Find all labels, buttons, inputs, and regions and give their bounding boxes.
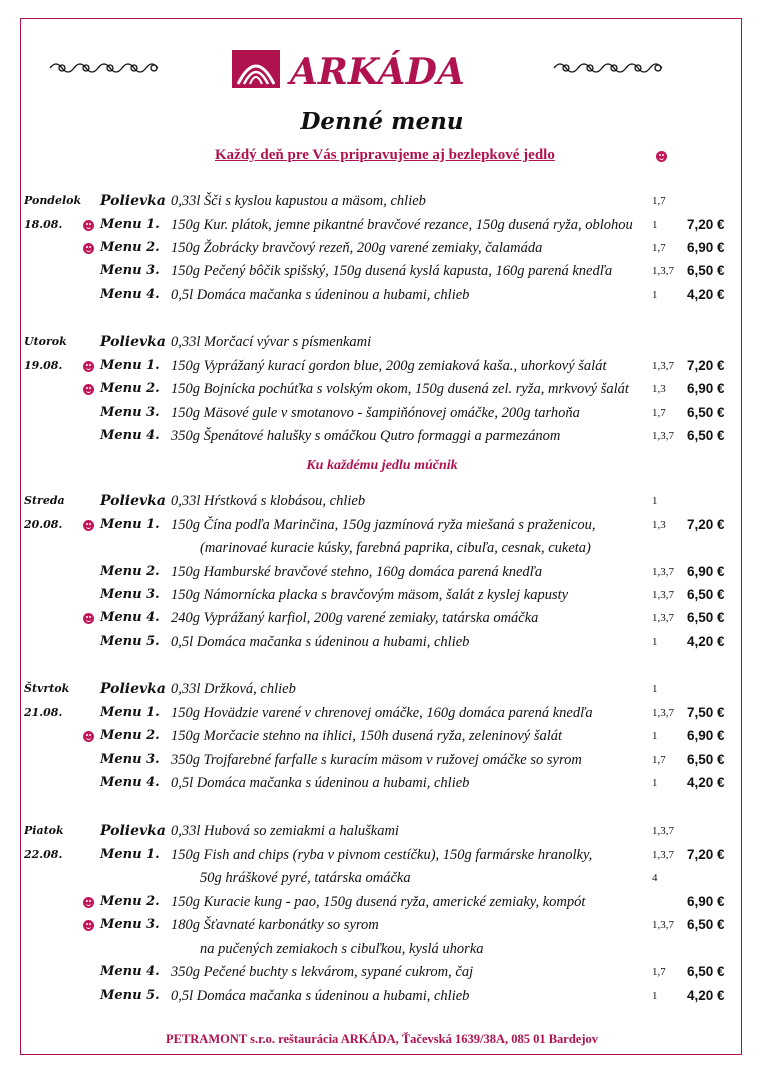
dish-description: 240g Vyprážaný karfiol, 200g varené zemiaky, tatárska omáčka bbox=[171, 610, 539, 626]
allergens: 4 bbox=[652, 872, 658, 884]
allergens: 1,3,7 bbox=[652, 360, 674, 372]
menu-row bbox=[0, 702, 764, 724]
menu-row bbox=[0, 355, 764, 377]
price: 6,50 € bbox=[687, 917, 725, 932]
allergens: 1,3,7 bbox=[652, 430, 674, 442]
dish-description: 50g hráškové pyré, tatárska omáčka bbox=[200, 870, 411, 886]
dish-description: 150g Hamburské bravčové stehno, 160g domáca parená knedľa bbox=[171, 564, 543, 580]
menu-name: Menu 1. bbox=[100, 358, 160, 373]
allergens: 1 bbox=[652, 219, 658, 231]
dish-description: 0,5l Domáca mačanka s údeninou a hubami, chlieb bbox=[171, 988, 470, 1004]
price: 6,50 € bbox=[687, 428, 725, 443]
dessert-note: Ku každému jedlu múčnik bbox=[306, 458, 458, 473]
menu-row bbox=[0, 284, 764, 306]
dish-description: 0,33l Morčací vývar s písmenkami bbox=[171, 334, 372, 350]
footer-address: PETRAMONT s.r.o. reštaurácia ARKÁDA, Ťačevská 1639/38A, 085 01 Bardejov bbox=[165, 1032, 599, 1046]
price: 6,90 € bbox=[687, 240, 725, 255]
menu-name: Polievka bbox=[100, 493, 166, 509]
gluten-free-smiley-icon bbox=[83, 361, 94, 372]
menu-row bbox=[0, 938, 764, 960]
allergens: 1,3 bbox=[652, 519, 666, 531]
brand-name: ARKÁDA bbox=[290, 51, 465, 92]
dish-description: 0,33l Hŕstková s klobásou, chlieb bbox=[171, 493, 366, 509]
dish-description: 150g Čína podľa Marinčina, 150g jazmínová ryža miešaná s praženicou, bbox=[171, 517, 596, 533]
allergens: 1 bbox=[652, 636, 658, 648]
allergens: 1 bbox=[652, 990, 658, 1002]
allergens: 1 bbox=[652, 730, 658, 742]
allergens: 1,7 bbox=[652, 195, 666, 207]
dish-description: 180g Šťavnaté karbonátky so syrom bbox=[171, 917, 379, 933]
dish-description: 0,33l Šči s kyslou kapustou a mäsom, chlieb bbox=[171, 193, 426, 209]
dish-description: 150g Hovädzie varené v chrenovej omáčke, 160g domáca parená knedľa bbox=[171, 705, 593, 721]
day-label: Pondelok bbox=[24, 194, 82, 207]
ornament-right-icon bbox=[552, 58, 670, 78]
day-label: Piatok bbox=[24, 824, 64, 837]
dish-description: 150g Mäsové gule v smotanovo - šampiňónovej omáčke, 200g tarhoňa bbox=[171, 405, 580, 421]
allergens: 1,3 bbox=[652, 383, 666, 395]
allergens: 1,3,7 bbox=[652, 265, 674, 277]
dish-description: 0,5l Domáca mačanka s údeninou a hubami, chlieb bbox=[171, 775, 470, 791]
price: 7,20 € bbox=[687, 217, 725, 232]
allergens: 1,3,7 bbox=[652, 707, 674, 719]
price: 4,20 € bbox=[687, 775, 725, 790]
menu-row bbox=[0, 237, 764, 259]
menu-name: Menu 5. bbox=[100, 988, 160, 1003]
allergens: 1 bbox=[652, 683, 658, 695]
day-label: 20.08. bbox=[24, 518, 63, 531]
dish-description: 150g Morčacie stehno na ihlici, 150h dusená ryža, zeleninový šalát bbox=[171, 728, 563, 744]
price: 6,50 € bbox=[687, 587, 725, 602]
dish-description: 350g Špenátové halušky s omáčkou Qutro formaggi a parmezánom bbox=[171, 428, 561, 444]
menu-row bbox=[0, 867, 764, 889]
menu-row bbox=[0, 537, 764, 559]
menu-name: Menu 4. bbox=[100, 428, 160, 443]
dish-description: 150g Námornícka placka s bravčovým mäsom, šalát z kyslej kapusty bbox=[171, 587, 569, 603]
allergens: 1,7 bbox=[652, 407, 666, 419]
gluten-free-smiley-icon bbox=[83, 920, 94, 931]
dish-description: na pučených zemiakoch s cibuľkou, kyslá uhorka bbox=[200, 941, 484, 957]
menu-name: Menu 2. bbox=[100, 564, 160, 579]
price: 6,90 € bbox=[687, 381, 725, 396]
gluten-free-smiley-icon bbox=[83, 520, 94, 531]
dish-description: 0,5l Domáca mačanka s údeninou a hubami, chlieb bbox=[171, 634, 470, 650]
menu-name: Menu 1. bbox=[100, 847, 160, 862]
menu-row bbox=[0, 914, 764, 936]
dish-description: (marinovaé kuracie kúsky, farebná paprika, cibuľa, cesnak, cuketa) bbox=[200, 540, 591, 556]
menu-row bbox=[0, 891, 764, 913]
dish-description: 0,33l Hubová so zemiakmi a haluškami bbox=[171, 823, 399, 839]
menu-name: Menu 2. bbox=[100, 894, 160, 909]
allergens: 1 bbox=[652, 495, 658, 507]
smiley-icon bbox=[656, 151, 667, 162]
dish-description: 150g Fish and chips (ryba v pivnom cestíčku), 150g farmárske hranolky, bbox=[171, 847, 593, 863]
allergens: 1,3,7 bbox=[652, 825, 674, 837]
menu-row bbox=[0, 844, 764, 866]
day-label: 21.08. bbox=[24, 706, 63, 719]
allergens: 1,3,7 bbox=[652, 589, 674, 601]
ornament-left-icon bbox=[48, 58, 166, 78]
arkada-logo bbox=[232, 46, 504, 92]
day-label: 19.08. bbox=[24, 359, 63, 372]
allergens: 1,3,7 bbox=[652, 849, 674, 861]
gluten-free-smiley-icon bbox=[83, 731, 94, 742]
menu-name: Polievka bbox=[100, 193, 166, 209]
menu-row bbox=[0, 772, 764, 794]
day-label: Utorok bbox=[24, 335, 67, 348]
allergens: 1,3,7 bbox=[652, 919, 674, 931]
price: 4,20 € bbox=[687, 287, 725, 302]
day-label: 22.08. bbox=[24, 848, 63, 861]
price: 7,20 € bbox=[687, 517, 725, 532]
menu-row bbox=[0, 749, 764, 771]
menu-name: Menu 4. bbox=[100, 775, 160, 790]
menu-row bbox=[0, 260, 764, 282]
gluten-free-smiley-icon bbox=[83, 613, 94, 624]
menu-row bbox=[0, 378, 764, 400]
gluten-free-smiley-icon bbox=[83, 243, 94, 254]
allergens: 1,3,7 bbox=[652, 566, 674, 578]
dish-description: 0,5l Domáca mačanka s údeninou a hubami, chlieb bbox=[171, 287, 470, 303]
price: 6,90 € bbox=[687, 564, 725, 579]
menu-name: Menu 3. bbox=[100, 752, 160, 767]
dish-description: 150g Pečený bôčik spišský, 150g dusená kyslá kapusta, 160g parená knedľa bbox=[171, 263, 613, 279]
menu-name: Menu 1. bbox=[100, 517, 160, 532]
menu-name: Menu 3. bbox=[100, 405, 160, 420]
menu-name: Menu 2. bbox=[100, 381, 160, 396]
menu-row bbox=[0, 820, 764, 842]
price: 6,50 € bbox=[687, 610, 725, 625]
dish-description: 0,33l Držková, chlieb bbox=[171, 681, 296, 697]
menu-row bbox=[0, 331, 764, 353]
menu-name: Menu 1. bbox=[100, 705, 160, 720]
allergens: 1,7 bbox=[652, 754, 666, 766]
menu-row bbox=[0, 961, 764, 983]
menu-row bbox=[0, 214, 764, 236]
menu-row bbox=[0, 402, 764, 424]
price: 6,50 € bbox=[687, 752, 725, 767]
gluten-free-notice: Každý deň pre Vás pripravujeme aj bezlepkové jedlo bbox=[215, 147, 555, 163]
dish-description: 150g Kuracie kung - pao, 150g dusená ryža, americké zemiaky, kompót bbox=[171, 894, 586, 910]
price: 6,50 € bbox=[687, 263, 725, 278]
menu-row bbox=[0, 631, 764, 653]
menu-name: Polievka bbox=[100, 823, 166, 839]
header bbox=[0, 40, 764, 100]
menu-row bbox=[0, 190, 764, 212]
day-label: Streda bbox=[24, 494, 65, 507]
allergens: 1,3,7 bbox=[652, 612, 674, 624]
price: 6,90 € bbox=[687, 728, 725, 743]
menu-name: Menu 4. bbox=[100, 287, 160, 302]
dish-description: 350g Trojfarebné farfalle s kuracím mäsom v ružovej omáčke so syrom bbox=[171, 752, 582, 768]
menu-row bbox=[0, 490, 764, 512]
gluten-free-smiley-icon bbox=[83, 220, 94, 231]
menu-name: Menu 1. bbox=[100, 217, 160, 232]
price: 7,50 € bbox=[687, 705, 725, 720]
menu-name: Menu 5. bbox=[100, 634, 160, 649]
menu-name: Menu 3. bbox=[100, 263, 160, 278]
price: 4,20 € bbox=[687, 634, 725, 649]
menu-name: Menu 2. bbox=[100, 728, 160, 743]
menu-row bbox=[0, 425, 764, 447]
price: 6,50 € bbox=[687, 405, 725, 420]
menu-row bbox=[0, 678, 764, 700]
gluten-free-smiley-icon bbox=[83, 897, 94, 908]
menu-name: Menu 4. bbox=[100, 610, 160, 625]
menu-row bbox=[0, 607, 764, 629]
dish-description: 150g Vyprážaný kurací gordon blue, 200g zemiaková kaša., uhorkový šalát bbox=[171, 358, 607, 374]
menu-name: Polievka bbox=[100, 681, 166, 697]
dish-description: 150g Kur. plátok, jemne pikantné bravčové rezance, 150g dusená ryža, oblohou bbox=[171, 217, 633, 233]
menu-row bbox=[0, 561, 764, 583]
day-label: 18.08. bbox=[24, 218, 63, 231]
menu-name: Menu 4. bbox=[100, 964, 160, 979]
menu-row bbox=[0, 584, 764, 606]
price: 6,90 € bbox=[687, 894, 725, 909]
gluten-free-smiley-icon bbox=[83, 384, 94, 395]
price: 4,20 € bbox=[687, 988, 725, 1003]
allergens: 1 bbox=[652, 777, 658, 789]
dish-description: 150g Žobrácky bravčový rezeň, 200g varené zemiaky, čalamáda bbox=[171, 240, 543, 256]
menu-row bbox=[0, 725, 764, 747]
menu-name: Menu 2. bbox=[100, 240, 160, 255]
price: 7,20 € bbox=[687, 358, 725, 373]
dish-description: 150g Bojnícka pochúťka s volským okom, 150g dusená zel. ryža, mrkvový šalát bbox=[171, 381, 629, 397]
allergens: 1,7 bbox=[652, 242, 666, 254]
price: 6,50 € bbox=[687, 964, 725, 979]
menu-name: Menu 3. bbox=[100, 587, 160, 602]
price: 7,20 € bbox=[687, 847, 725, 862]
page-title: Denné menu bbox=[300, 108, 464, 135]
menu-row bbox=[0, 514, 764, 536]
allergens: 1 bbox=[652, 289, 658, 301]
day-label: Štvrtok bbox=[24, 682, 70, 695]
dish-description: 350g Pečené buchty s lekvárom, sypané cukrom, čaj bbox=[171, 964, 474, 980]
menu-row bbox=[0, 985, 764, 1007]
menu-name: Polievka bbox=[100, 334, 166, 350]
menu-name: Menu 3. bbox=[100, 917, 160, 932]
allergens: 1,7 bbox=[652, 966, 666, 978]
